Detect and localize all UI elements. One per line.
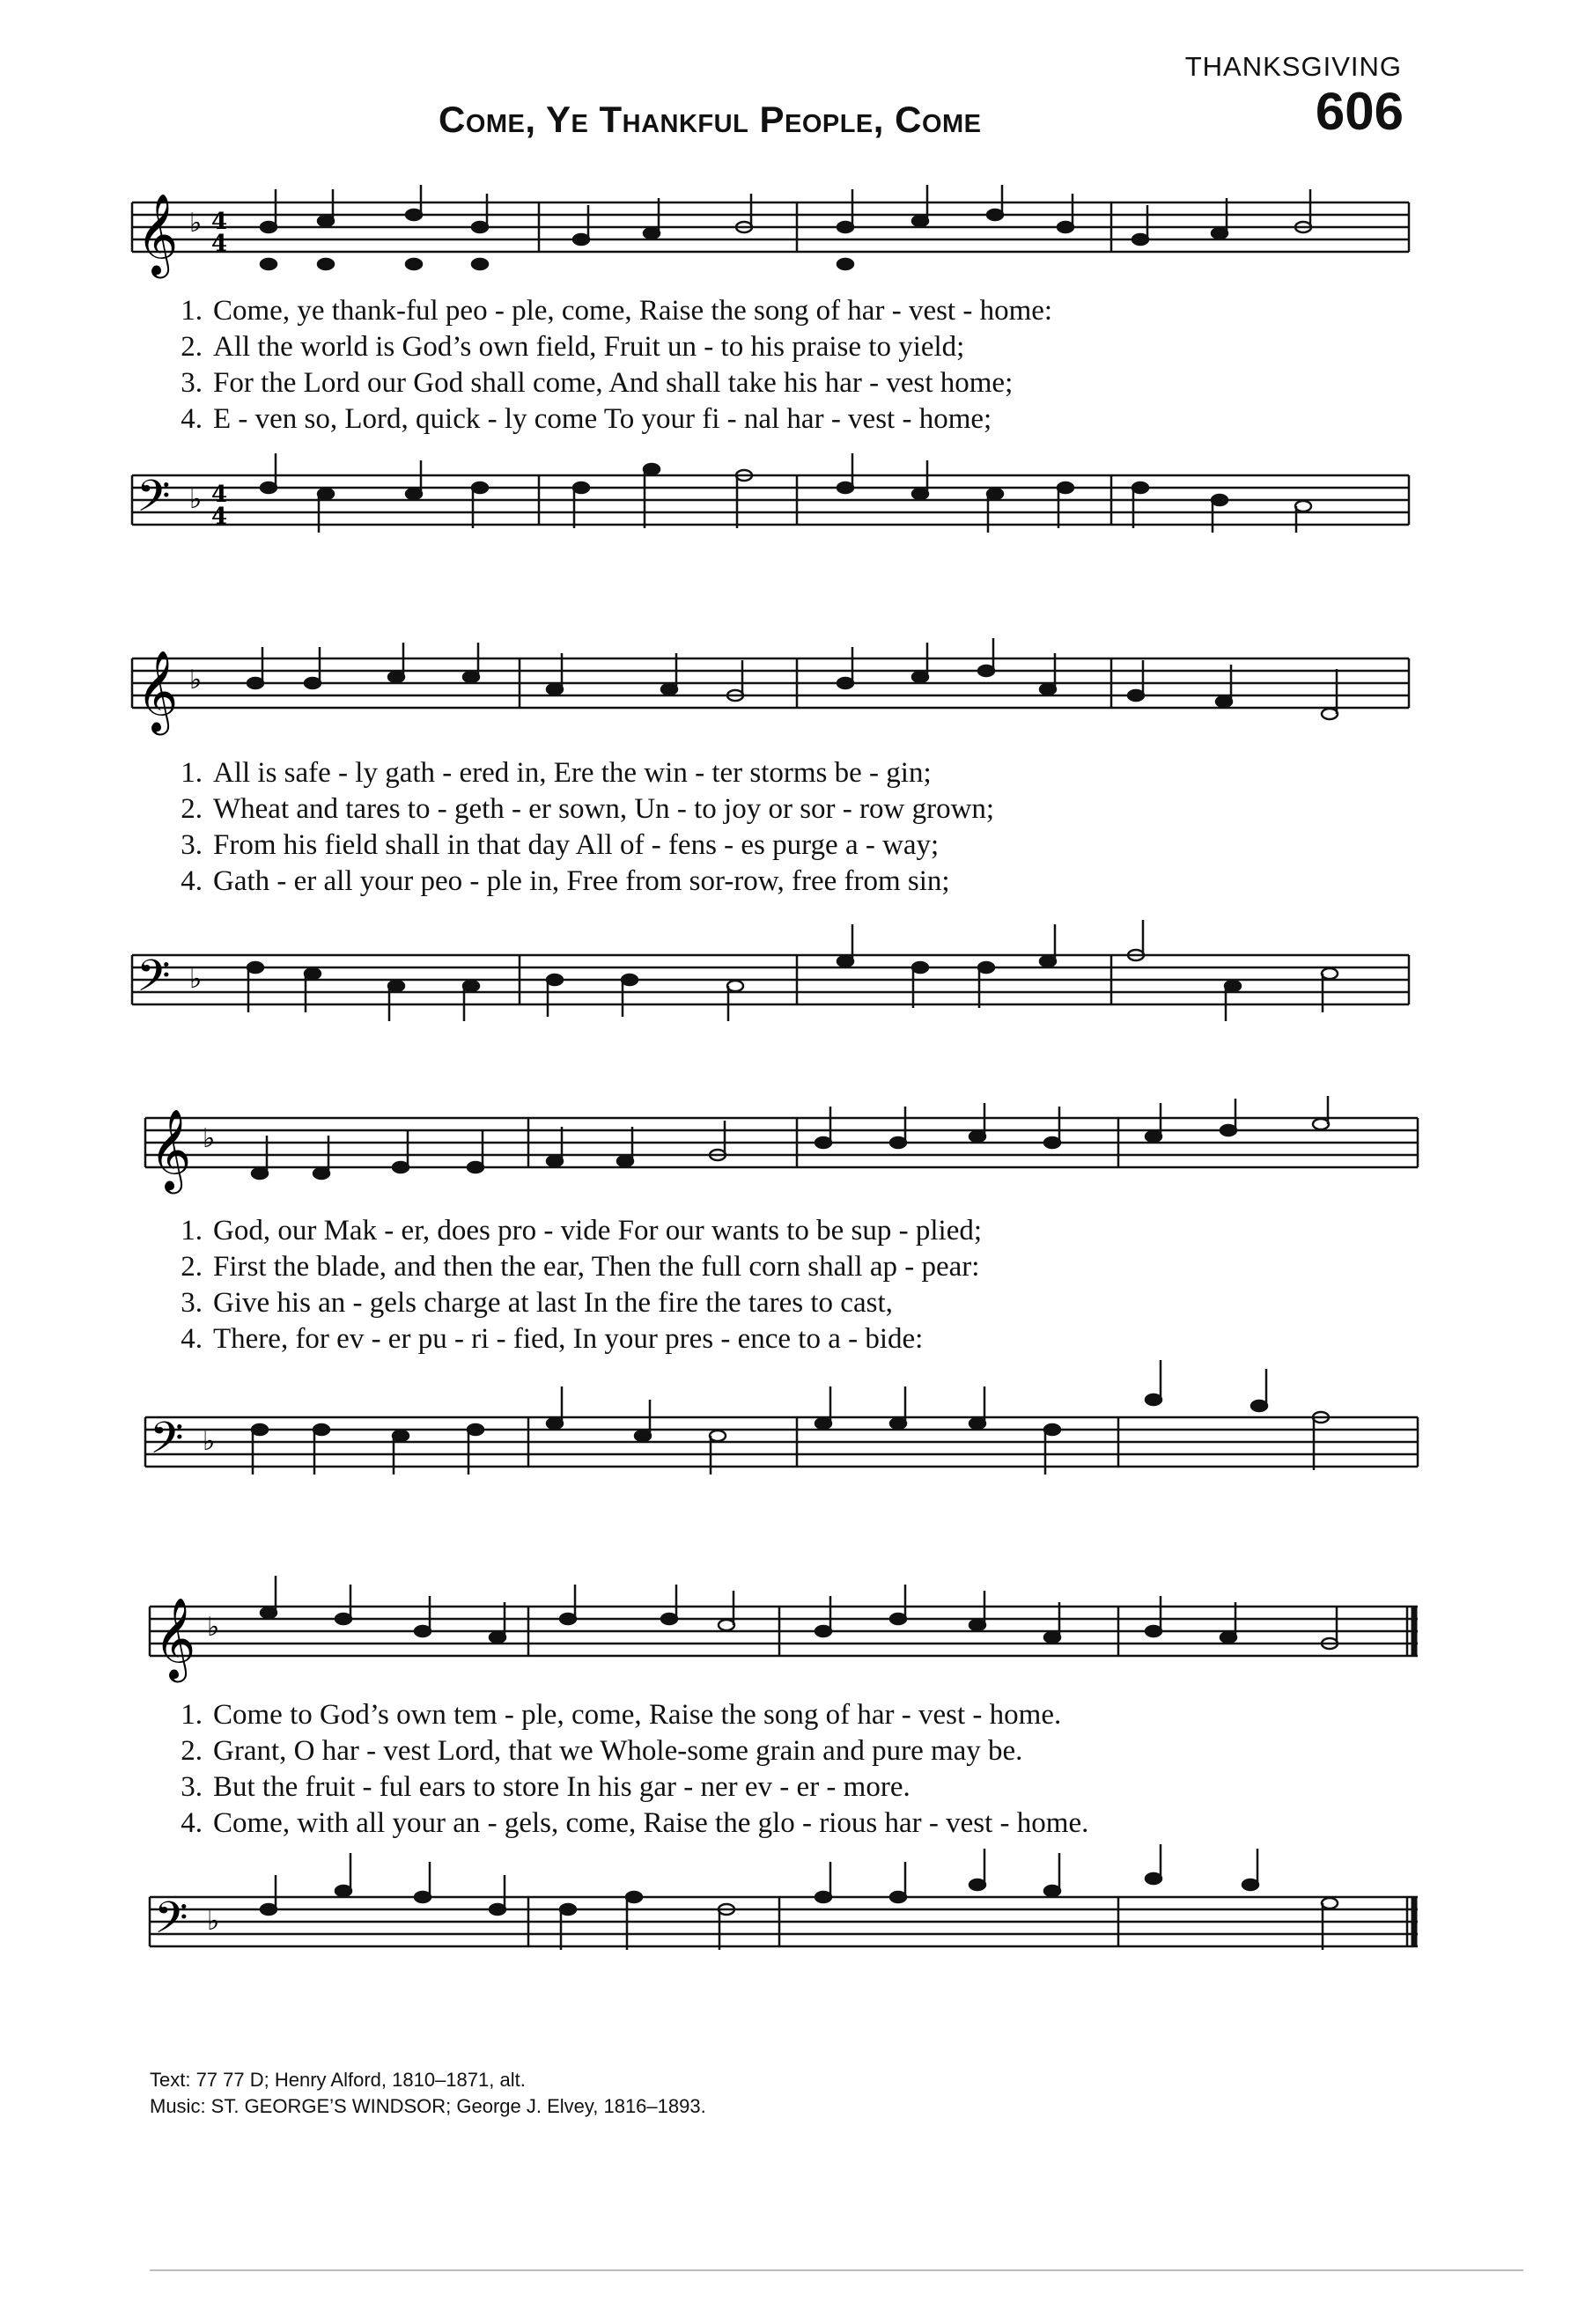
music-system-1	[0, 180, 1585, 568]
svg-text:♭: ♭	[203, 1123, 216, 1154]
svg-text:𝄢: 𝄢	[154, 1893, 188, 1954]
svg-text:♭: ♭	[189, 208, 203, 239]
lyric-line: 4. E - ven so, Lord, quick - ly come To your fi - nal har - vest - home;	[181, 403, 992, 435]
lyric-line: 4. Gath - er all your peo - ple in, Free from sor-row, free from sin;	[181, 865, 950, 897]
text-credit: Text: 77 77 D; Henry Alford, 1810–1871, alt.	[150, 2069, 526, 2091]
svg-text:𝄢: 𝄢	[136, 951, 171, 1012]
lyrics-block-2	[158, 757, 1426, 901]
hymn-credits	[150, 2067, 706, 2120]
lyric-line: 2. First the blade, and then the ear, Then the full corn shall ap - pear:	[181, 1251, 980, 1283]
svg-text:♭: ♭	[189, 964, 203, 995]
svg-text:𝄞: 𝄞	[136, 650, 179, 732]
lyrics-block-3	[158, 1215, 1426, 1359]
svg-text:𝄞: 𝄞	[150, 1108, 192, 1190]
music-system-3	[0, 1096, 1585, 1536]
lyric-line: 1. Come to God’s own tem - ple, come, Raise the song of har - vest - home.	[181, 1699, 1062, 1731]
hymn-title: Come, Ye Thankful People, Come	[439, 99, 982, 140]
lyric-line: 4. Come, with all your an - gels, come, Raise the glo - rious har - vest - home.	[181, 1807, 1089, 1839]
music-system-4	[0, 1571, 1585, 2011]
lyrics-block-4	[158, 1699, 1426, 1843]
footer-rule	[150, 2269, 1523, 2271]
lyrics-block-1	[158, 295, 1426, 439]
svg-text:𝄢: 𝄢	[150, 1413, 184, 1475]
svg-text:𝄢: 𝄢	[136, 471, 171, 533]
hymn-category: THANKSGIVING	[1184, 51, 1402, 82]
svg-text:4: 4	[211, 504, 228, 530]
music-system-2	[0, 634, 1585, 1048]
lyric-line: 2. Wheat and tares to - geth - er sown, Un - to joy or sor - row grown;	[181, 793, 995, 825]
lyric-line: 2. All the world is God’s own field, Fruit un - to his praise to yield;	[181, 331, 965, 363]
svg-text:♭: ♭	[189, 665, 203, 695]
lyric-line: 3. But the fruit - ful ears to store In his gar - ner ev - er - more.	[181, 1771, 910, 1803]
lyric-line: 4. There, for ev - er pu - ri - fied, In your pres - ence to a - bide:	[181, 1323, 924, 1355]
hymn-number: 606	[1315, 82, 1404, 141]
svg-text:4: 4	[211, 482, 228, 508]
svg-text:♭: ♭	[203, 1426, 216, 1457]
svg-text:♭: ♭	[189, 484, 203, 515]
svg-text:4: 4	[211, 209, 228, 235]
lyric-line: 3. Give his an - gels charge at last In the fire the tares to cast,	[181, 1287, 893, 1319]
lyric-line: 3. From his field shall in that day All of - fens - es purge a - way;	[181, 829, 940, 861]
lyric-line: 3. For the Lord our God shall come, And shall take his har - vest home;	[181, 367, 1014, 399]
svg-text:♭: ♭	[207, 1906, 220, 1937]
lyric-line: 1. Come, ye thank-ful peo - ple, come, Raise the song of har - vest - home:	[181, 295, 1053, 327]
svg-text:4: 4	[211, 231, 228, 257]
lyric-line: 1. God, our Mak - er, does pro - vide For our wants to be sup - plied;	[181, 1215, 983, 1247]
lyric-line: 1. All is safe - ly gath - ered in, Ere the win - ter storms be - gin;	[181, 757, 932, 789]
svg-text:𝄞: 𝄞	[136, 193, 179, 275]
svg-text:♭: ♭	[207, 1612, 220, 1643]
music-credit: Music: ST. GEORGE’S WINDSOR; George J. Elvey, 1816–1893.	[150, 2095, 706, 2117]
lyric-line: 2. Grant, O har - vest Lord, that we Whole-some grain and pure may be.	[181, 1735, 1023, 1767]
svg-text:𝄞: 𝄞	[154, 1597, 196, 1679]
